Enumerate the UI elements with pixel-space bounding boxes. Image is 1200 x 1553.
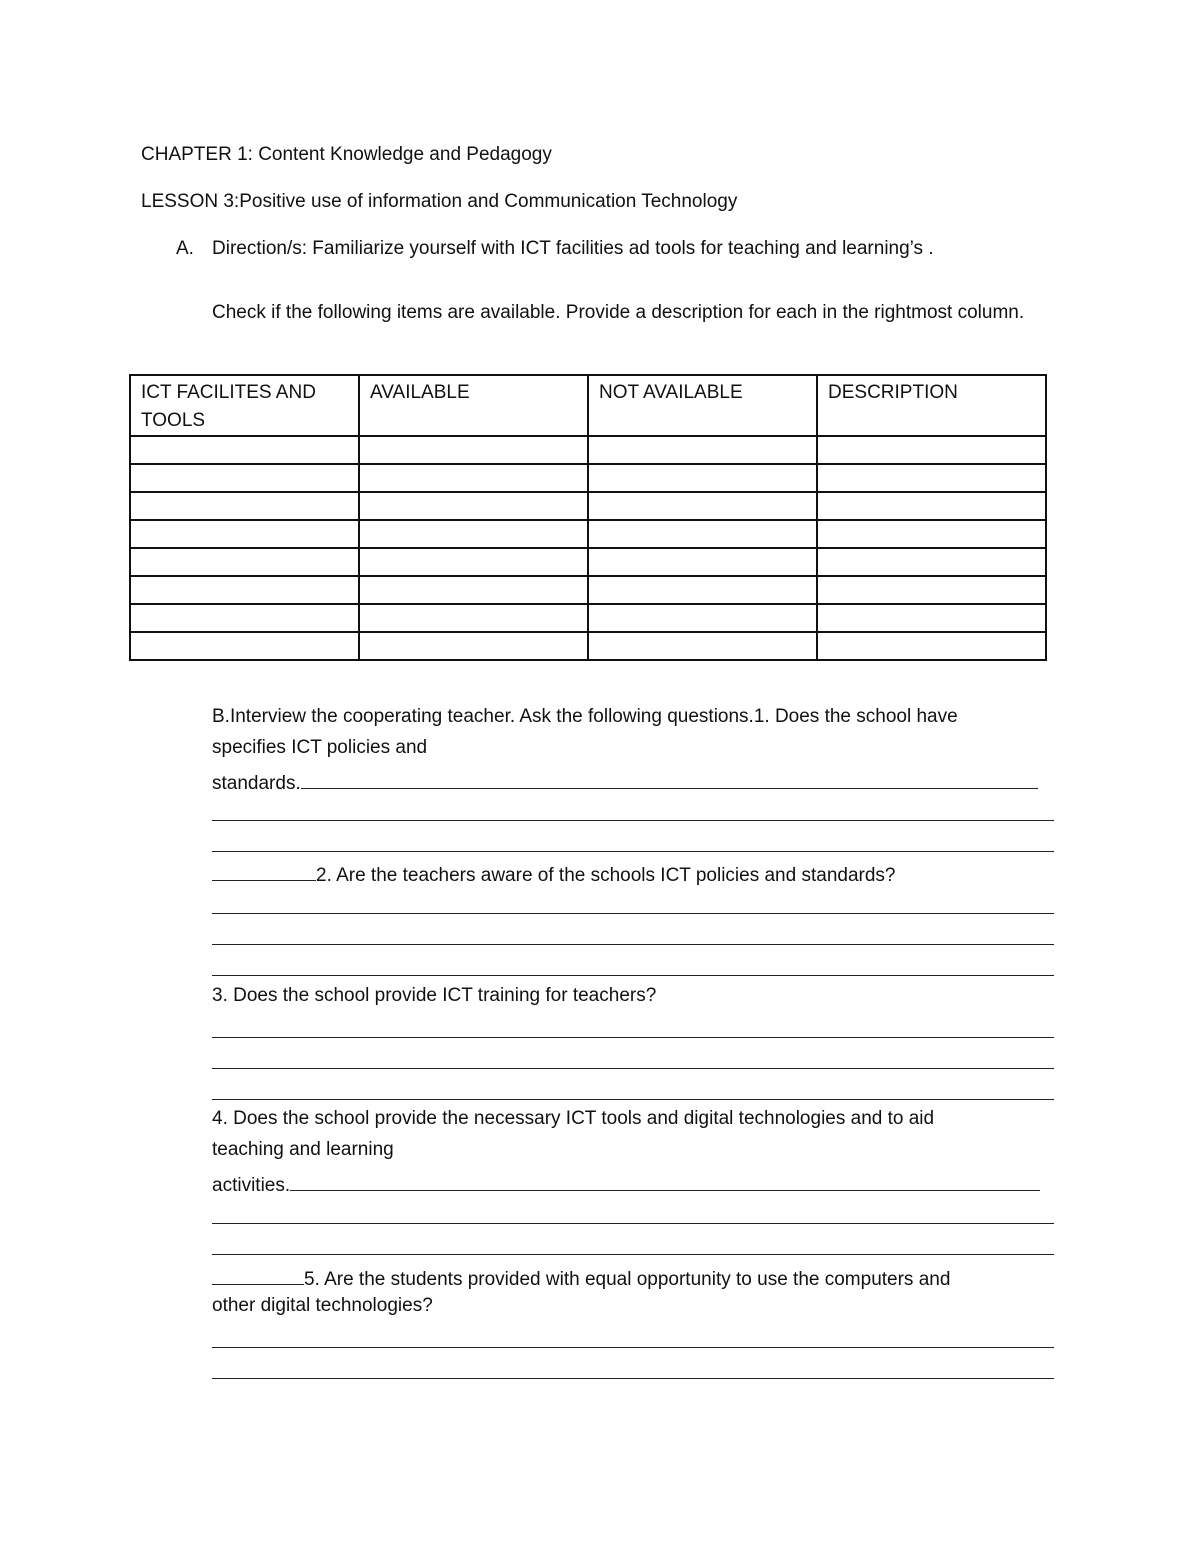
question-1-line-2: specifies ICT policies and	[212, 737, 428, 758]
answer-line[interactable]	[212, 913, 1054, 914]
chapter-title: CHAPTER 1: Content Knowledge and Pedagogy	[141, 144, 552, 165]
cell-description[interactable]	[817, 632, 1046, 660]
cell-available[interactable]	[359, 576, 588, 604]
cell-ict-facility[interactable]	[130, 632, 359, 660]
ict-facilities-table	[129, 374, 1047, 661]
header-available: AVAILABLE	[359, 375, 588, 436]
question-1-line-1: B.Interview the cooperating teacher. Ask the following questions.1. Does the school have	[212, 706, 958, 727]
question-1-line-3	[212, 768, 1038, 795]
section-a-marker: A.	[176, 238, 194, 259]
cell-not-available[interactable]	[588, 604, 817, 632]
cell-available[interactable]	[359, 520, 588, 548]
cell-available[interactable]	[359, 604, 588, 632]
cell-description[interactable]	[817, 548, 1046, 576]
question-4-line-3	[212, 1170, 1040, 1197]
cell-not-available[interactable]	[588, 492, 817, 520]
cell-available[interactable]	[359, 464, 588, 492]
question-2	[212, 860, 895, 887]
table-row	[130, 464, 1046, 492]
table-row	[130, 436, 1046, 464]
answer-blank-inline[interactable]	[212, 1264, 304, 1285]
header-description: DESCRIPTION	[817, 375, 1046, 436]
question-5-line-1	[212, 1264, 950, 1291]
cell-ict-facility[interactable]	[130, 520, 359, 548]
question-3: 3. Does the school provide ICT training for teachers?	[212, 985, 657, 1006]
answer-line[interactable]	[212, 1254, 1054, 1255]
cell-available[interactable]	[359, 548, 588, 576]
cell-available[interactable]	[359, 436, 588, 464]
answer-blank-inline[interactable]	[301, 768, 1038, 789]
cell-ict-facility[interactable]	[130, 436, 359, 464]
answer-line[interactable]	[212, 1378, 1054, 1379]
cell-ict-facility[interactable]	[130, 576, 359, 604]
cell-not-available[interactable]	[588, 464, 817, 492]
question-2-text: 2. Are the teachers aware of the schools ICT policies and standards?	[316, 865, 896, 886]
answer-line[interactable]	[212, 1099, 1054, 1100]
table-body	[130, 436, 1046, 660]
cell-not-available[interactable]	[588, 632, 817, 660]
section-a-instruction: Check if the following items are available. Provide a description for each in the rightmost column.	[212, 302, 1025, 323]
answer-blank-inline[interactable]	[290, 1170, 1040, 1191]
answer-line[interactable]	[212, 1068, 1054, 1069]
header-ict-facilities: ICT FACILITES AND TOOLS	[130, 375, 359, 436]
cell-available[interactable]	[359, 632, 588, 660]
cell-ict-facility[interactable]	[130, 548, 359, 576]
answer-line[interactable]	[212, 1037, 1054, 1038]
cell-description[interactable]	[817, 492, 1046, 520]
answer-line[interactable]	[212, 820, 1054, 821]
cell-ict-facility[interactable]	[130, 492, 359, 520]
question-4-line-1: 4. Does the school provide the necessary ICT tools and digital technologies and to aid	[212, 1108, 935, 1129]
question-4-activities: activities.	[212, 1175, 291, 1196]
answer-line[interactable]	[212, 851, 1054, 852]
lesson-title: LESSON 3:Positive use of information and Communication Technology	[141, 191, 738, 212]
answer-line[interactable]	[212, 944, 1054, 945]
cell-description[interactable]	[817, 604, 1046, 632]
answer-line[interactable]	[212, 1223, 1054, 1224]
table-row	[130, 492, 1046, 520]
table-row	[130, 520, 1046, 548]
table-row	[130, 604, 1046, 632]
header-not-available: NOT AVAILABLE	[588, 375, 817, 436]
section-a-direction: Direction/s: Familiarize yourself with ICT facilities ad tools for teaching and learning’s .	[212, 238, 934, 259]
question-5-line-2: other digital technologies?	[212, 1295, 433, 1316]
cell-not-available[interactable]	[588, 436, 817, 464]
answer-line[interactable]	[212, 1347, 1054, 1348]
answer-blank-inline[interactable]	[212, 860, 316, 881]
cell-description[interactable]	[817, 464, 1046, 492]
cell-not-available[interactable]	[588, 548, 817, 576]
table-row	[130, 632, 1046, 660]
cell-description[interactable]	[817, 576, 1046, 604]
cell-not-available[interactable]	[588, 576, 817, 604]
cell-description[interactable]	[817, 520, 1046, 548]
table-header-row	[130, 375, 1046, 436]
cell-ict-facility[interactable]	[130, 464, 359, 492]
table-row	[130, 548, 1046, 576]
question-1-standards: standards.	[212, 773, 301, 794]
cell-description[interactable]	[817, 436, 1046, 464]
cell-available[interactable]	[359, 492, 588, 520]
cell-ict-facility[interactable]	[130, 604, 359, 632]
question-5-text: 5. Are the students provided with equal opportunity to use the computers and	[304, 1269, 951, 1290]
cell-not-available[interactable]	[588, 520, 817, 548]
question-4-line-2: teaching and learning	[212, 1139, 394, 1160]
answer-line[interactable]	[212, 975, 1054, 976]
table-row	[130, 576, 1046, 604]
